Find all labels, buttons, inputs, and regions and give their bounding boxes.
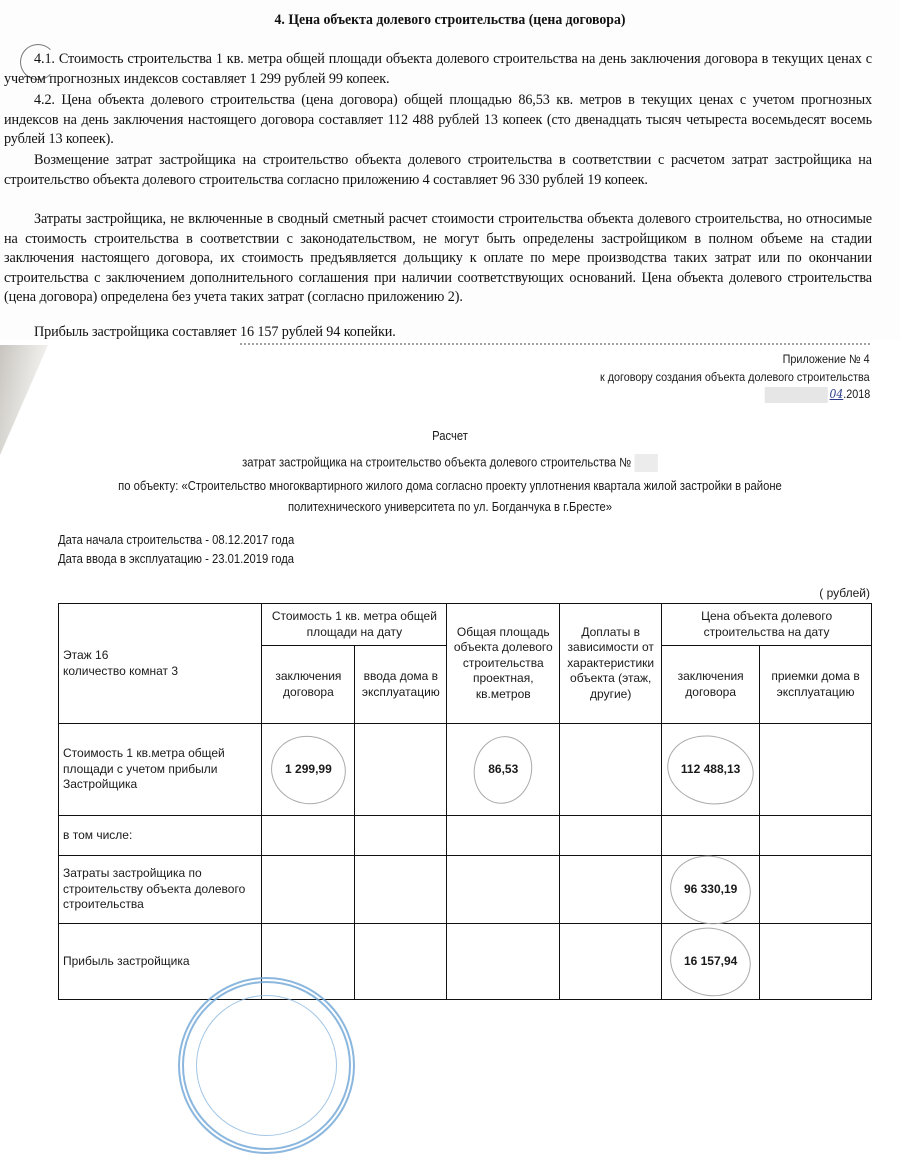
rooms-label: количество комнат 3: [63, 663, 179, 678]
cell-area: [447, 724, 560, 816]
object-line-2: политехнического университета по ул. Богданчука в г.Бресте»: [287, 500, 613, 514]
paragraph-extra-costs: Затраты застройщика, не включенные в сводный сметный расчет стоимости строительства объекта долевого строительства, но относимые на стоимость строительства в соответствии с законодательством, не могут быть определены застройщиком в полном объеме на стадии заключения настоящего договора, их стоимость предъявляется дольщику к оплате по мере производства таких затрат или по окончании строительства с заключением дополнительного соглашения при наличии соответствующих оснований. Цена объекта долевого строительства (цена договора) определена без учета таких затрат (согласно приложению 2).: [4, 211, 872, 305]
cell-price-commission: [355, 724, 447, 816]
cell-price-commission: [355, 856, 447, 924]
header-object-price: Цена объекта долевого строительства на дату: [662, 604, 872, 646]
currency-unit: ( рублей): [819, 586, 870, 600]
row-label: Затраты застройщика по строительству объекта долевого строительства: [59, 856, 262, 924]
header-price-per-sqm: Стоимость 1 кв. метра общей площади на дату: [262, 604, 447, 646]
value-price-per-sqm: 1 299,99: [277, 744, 340, 796]
appendix-reference: к договору создания объекта долевого строительства: [600, 370, 870, 384]
cell-total-acceptance: [760, 856, 872, 924]
cell-price-commission: [355, 816, 447, 856]
stamp-inner-ring: [196, 995, 337, 1136]
value-area: 86,53: [480, 744, 526, 796]
contract-page-section-4: [0, 0, 900, 340]
cell-price-contract: [262, 724, 355, 816]
row-label: Стоимость 1 кв.метра общей площади с учетом прибыли Застройщика: [59, 724, 262, 816]
cell-extra: [560, 724, 662, 816]
value-total-price: 112 488,13: [673, 744, 748, 796]
table-row: [59, 924, 872, 1000]
cell-extra: [560, 816, 662, 856]
cell-total-contract: [662, 856, 760, 924]
commissioning-date: Дата ввода в эксплуатацию - 23.01.2019 года: [58, 552, 295, 566]
cell-price-contract: [262, 856, 355, 924]
cell-total-contract: [662, 816, 760, 856]
header-total-area: Общая площадь объекта долевого строительства проектная, кв.метров: [447, 604, 560, 724]
cell-extra: [560, 856, 662, 924]
cell-extra: [560, 924, 662, 1000]
table-row: [59, 816, 872, 856]
paragraph-4-1: 4.1. Стоимость строительства 1 кв. метра общей площади объекта долевого строительства на день заключения договора в текущих ценах с учетом прогнозных индексов составляет 1 299 рублей 99 копеек.: [4, 51, 872, 87]
row-label: Прибыль застройщика: [59, 924, 262, 1000]
cell-total-acceptance: [760, 924, 872, 1000]
section-title: 4. Цена объекта долевого строительства (цена договора): [274, 12, 626, 28]
appendix-date: [764, 387, 870, 403]
table-header-row: [59, 604, 872, 646]
cell-total-contract: [662, 924, 760, 1000]
object-line-1: по объекту: «Строительство многоквартирного жилого дома согласно проекту уплотнения квартала жилой застройки в районе: [118, 479, 782, 493]
calculation-table: [58, 603, 872, 1000]
redacted-date: [764, 387, 827, 403]
page-curl-shadow: [0, 345, 48, 455]
value-developer-costs: 96 330,19: [676, 864, 745, 916]
official-stamp: [178, 977, 355, 1154]
appendix-number: Приложение № 4: [783, 352, 870, 366]
construction-start-date: Дата начала строительства - 08.12.2017 года: [58, 533, 295, 547]
subheader-contract-date-2: заключения договора: [662, 646, 760, 724]
cell-total-acceptance: [760, 724, 872, 816]
paragraph-profit: Прибыль застройщика составляет 16 157 рублей 94 копейки.: [34, 324, 396, 340]
paragraph-4-2: 4.2. Цена объекта долевого строительства (цена договора) общей площадью 86,53 кв. метров в текущих ценах с учетом прогнозных индексов на день заключения настоящего договора составляет 112 488 рублей 13 копеек (сто двенадцать тысяч четыреста восемьдесят восемь рублей 13 копеек).: [4, 92, 872, 147]
header-surcharges: Доплаты в зависимости от характеристики объекта (этаж, другие): [560, 604, 662, 724]
cell-price-contract: [262, 816, 355, 856]
appendix-page: [0, 345, 900, 1038]
cell-total-acceptance: [760, 816, 872, 856]
table-row: [59, 856, 872, 924]
subheader-acceptance-date: приемки дома в эксплуатацию: [760, 646, 872, 724]
subheader-contract-date-1: заключения договора: [262, 646, 355, 724]
calculation-title: Расчет: [432, 429, 468, 443]
cell-area: [447, 856, 560, 924]
table-row: [59, 724, 872, 816]
cell-area: [447, 924, 560, 1000]
header-floor-rooms: [59, 604, 262, 724]
subheader-commissioning-date: ввода дома в эксплуатацию: [355, 646, 447, 724]
cell-price-commission: [355, 924, 447, 1000]
floor-label: Этаж 16: [63, 648, 109, 662]
cell-total-contract: [662, 724, 760, 816]
calculation-subtitle: [45, 454, 855, 472]
appendix-year: .2018: [842, 387, 870, 402]
handwritten-month: 04: [829, 387, 843, 402]
paragraph-reimbursement: Возмещение затрат застройщика на строительство объекта долевого строительства в соответствии с расчетом затрат застройщика на строительство объекта долевого строительства согласно приложению 4 составляет 96 330 рублей 19 копеек.: [4, 152, 872, 188]
calculation-subtitle-text: затрат застройщика на строительство объекта долевого строительства №: [242, 455, 632, 470]
cell-area: [447, 816, 560, 856]
row-label: в том числе:: [59, 816, 262, 856]
redacted-number: [635, 454, 658, 472]
value-developer-profit: 16 157,94: [676, 936, 745, 988]
